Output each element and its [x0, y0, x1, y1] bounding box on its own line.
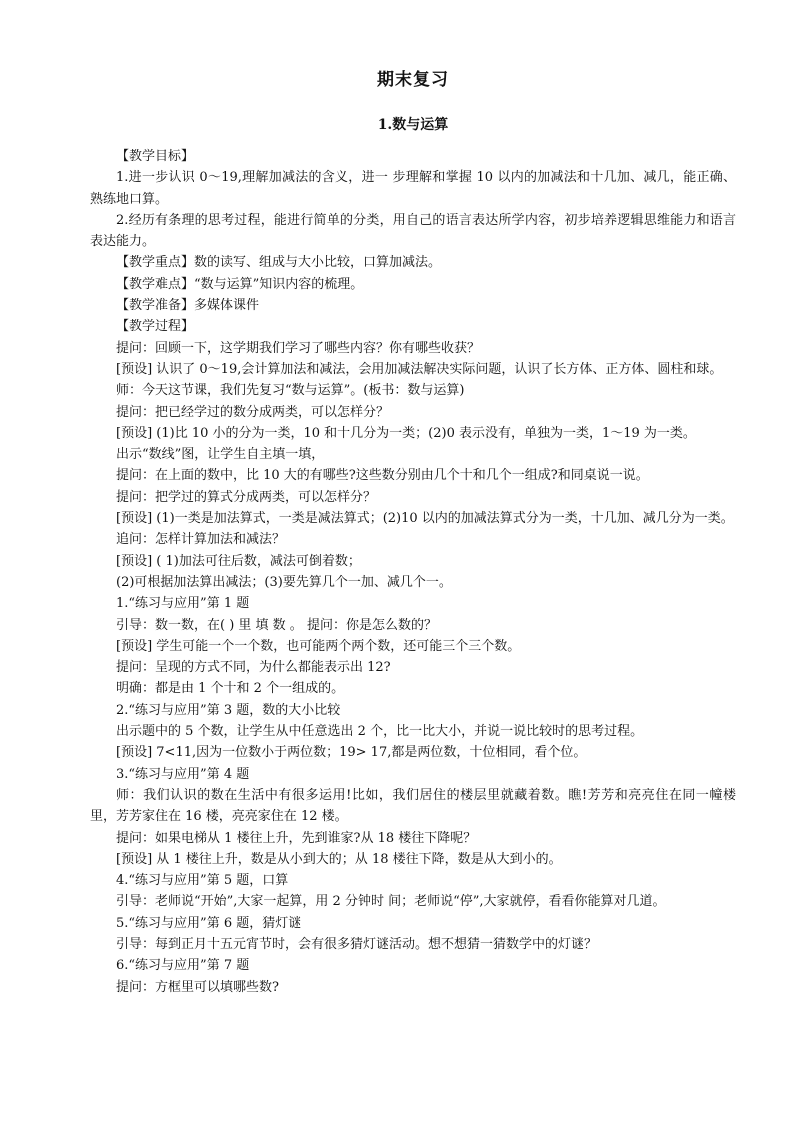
paragraph: 引导：每到正月十五元宵节时，会有很多猜灯谜活动。想不想猜一猜数学中的灯谜？ — [116, 936, 598, 952]
paragraph: 提问：在上面的数中，比 10 大的有哪些?这些数分别由几个十和几个一组成?和同桌说一说。 — [116, 468, 649, 484]
paragraph: 6.“练习与应用”第 7 题 — [116, 958, 250, 974]
paragraph: [预设] ( 1)加法可往后数，减法可倒着数； — [116, 553, 361, 569]
paragraph: 4.“练习与应用”第 5 题，口算 — [116, 873, 289, 889]
paragraph: 2.“练习与应用”第 3 题，数的大小比较 — [116, 702, 341, 718]
paragraph: 5.“练习与应用”第 6 题，猜灯谜 — [116, 915, 302, 931]
paragraph: 提问：如果电梯从 1 楼往上升，先到谁家?从 18 楼往下降呢？ — [116, 830, 477, 846]
paragraph: [预设] 从 1 楼往上升，数是从小到大的；从 18 楼往下降，数是从大到小的。 — [116, 851, 562, 867]
paragraph: 【教学目标】 — [116, 149, 195, 164]
paragraph: 引导：数一数，在( ) 里 填 数 。 提问：你是怎么数的？ — [116, 617, 437, 633]
document-page — [90, 68, 736, 998]
paragraph: 明确：都是由 1 个十和 2 个一组成的。 — [116, 681, 345, 697]
paragraph: [预设] (1)比 10 小的分为一类，10 和十几分为一类；(2)0 表示没有，单独为一类，1～19 为一类。 — [116, 425, 696, 441]
paragraph: [预设] 认识了 0～19,会计算加法和减法，会用加减法解决实际问题，认识了长方体、正方体、圆柱和球。 — [116, 361, 723, 377]
paragraph: 2.经历有条理的思考过程，能进行简单的分类，用自己的语言表达所学内容，初步培养逻辑思维能力和语言表达能力。 — [90, 212, 736, 250]
paragraph: 出示题中的 5 个数，让学生从中任意选出 2 个，比一比大小，并说一说比较时的思考过程。 — [116, 724, 644, 740]
paragraph: 提问：呈现的方式不同，为什么都能表示出 12? — [116, 660, 391, 676]
paragraph: (2)可根据加法算出减法；(3)要先算几个一加、减几个一。 — [116, 574, 452, 590]
section-title: 1.数与运算 — [377, 117, 449, 133]
paragraph: [预设] 学生可能一个一个数，也可能两个两个数，还可能三个三个数。 — [116, 638, 521, 654]
paragraph: 引导：老师说“开始”,大家一起算，用 2 分钟时 间；老师说“停”,大家就停，看看你能算对几道。 — [116, 894, 666, 910]
document-body — [90, 146, 736, 998]
paragraph: 师：今天这节课，我们先复习“数与运算”。(板书：数与运算) — [116, 383, 465, 399]
paragraph: 1.“练习与应用”第 1 题 — [116, 596, 250, 612]
paragraph: 【教学准备】多媒体课件 — [116, 298, 260, 314]
paragraph: 提问：把已经学过的数分成两类，可以怎样分？ — [116, 404, 390, 420]
paragraph: 提问：把学过的算式分成两类，可以怎样分？ — [116, 489, 377, 505]
paragraph: 师：我们认识的数在生活中有很多运用!比如，我们居住的楼层里就藏着数。瞧!芳芳和亮亮住在同一幢楼里，芳芳家住在 16 楼，亮亮家住在 12 楼。 — [90, 787, 736, 825]
paragraph: 【教学过程】 — [116, 319, 195, 335]
page-title: 期末复习 — [377, 70, 449, 90]
paragraph: 提问：方框里可以填哪些数? — [116, 979, 279, 995]
paragraph: 1.进一步认识 0～19,理解加减法的含义，进一 步理解和掌握 10 以内的加减法和十几加、减几，能正确、熟练地口算。 — [90, 170, 736, 207]
paragraph: 【教学重点】数的读写、组成与大小比较，口算加减法。 — [116, 255, 442, 271]
paragraph: 出示“数线”图，让学生自主填一填， — [116, 447, 325, 463]
paragraph: 3.“练习与应用”第 4 题 — [116, 766, 250, 782]
paragraph: [预设] (1)一类是加法算式，一类是减法算式；(2)10 以内的加减法算式分为一类，十几加、减几分为一类。 — [116, 511, 734, 527]
paragraph: 追问：怎样计算加法和减法？ — [116, 532, 286, 548]
paragraph: 【教学难点】“数与运算”知识内容的梳理。 — [116, 276, 364, 292]
paragraph: [预设] 7<11,因为一位数小于两位数；19> 17,都是两位数，十位相同，看个位。 — [116, 745, 587, 761]
paragraph: 提问：回顾一下，这学期我们学习了哪些内容？你有哪些收获？ — [116, 340, 481, 356]
